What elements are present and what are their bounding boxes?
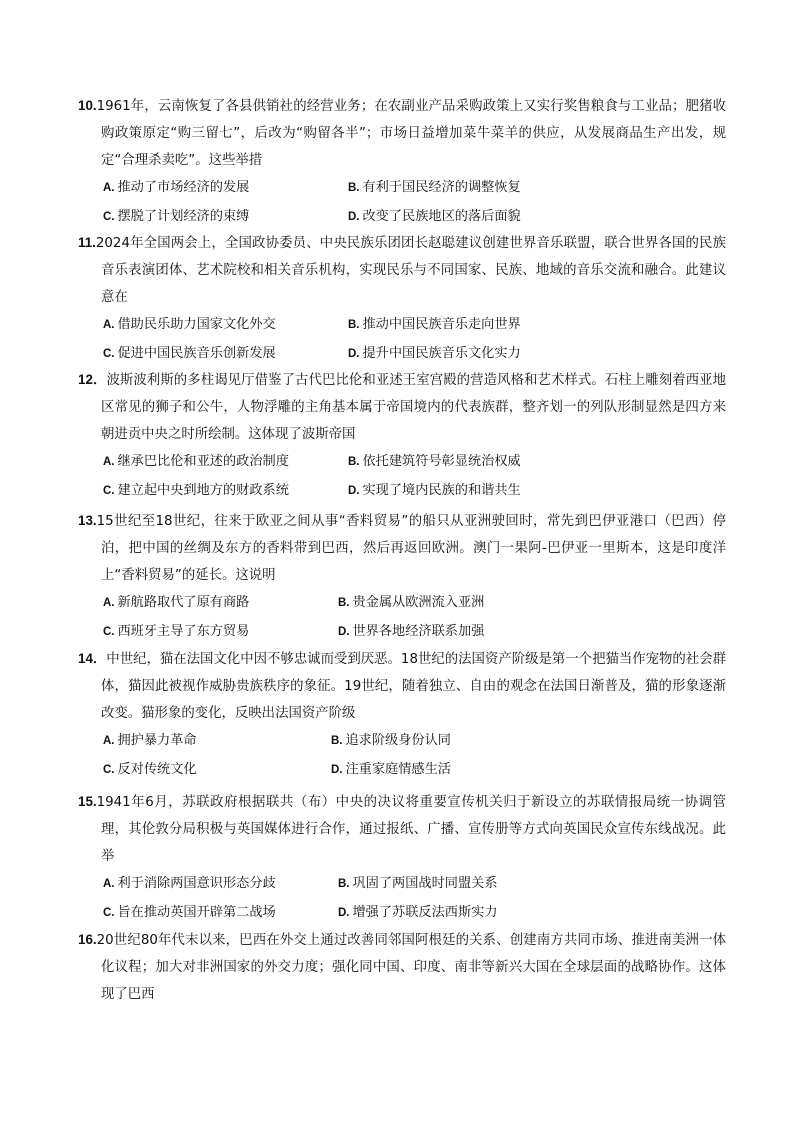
option-text: 巩固了两国战时同盟关系 — [352, 876, 498, 891]
option-letter: D. — [348, 484, 360, 497]
option-letter: C. — [103, 625, 115, 638]
option-d[interactable] — [338, 618, 484, 647]
option-a[interactable] — [103, 448, 348, 477]
option-c[interactable] — [103, 756, 331, 785]
option-text: 推动中国民族音乐走向世界 — [362, 317, 521, 332]
option-text: 旨在推动英国开辟第二战场 — [117, 904, 276, 920]
option-text: 增强了苏联反法西斯实力 — [352, 904, 498, 920]
option-text: 拥护暴力革命 — [117, 733, 197, 748]
option-b[interactable] — [348, 174, 521, 203]
option-letter: A. — [103, 597, 115, 609]
option-letter: B. — [348, 456, 360, 468]
options — [78, 448, 726, 505]
option-c[interactable] — [103, 477, 348, 506]
option-letter: B. — [348, 319, 360, 331]
option-b[interactable] — [338, 589, 484, 618]
question-14 — [78, 645, 726, 784]
options — [78, 174, 726, 231]
question-number: 14． — [78, 651, 107, 666]
option-c[interactable] — [103, 340, 348, 369]
question-stem — [78, 92, 726, 174]
option-b[interactable] — [338, 870, 498, 899]
question-text: 15世纪至18世纪，往来于欧亚之间从事“香料贸易”的船只从亚洲驶回时，常先到巴伊亚港口（巴西）停泊，把中国的丝绸及东方的香料带到巴西，然后再返回欧洲。澳门一果阿-巴伊亚一里斯本，这是印度洋上“香料贸易”的延长。这说明 — [96, 514, 726, 583]
question-text: 1961年，云南恢复了各县供销社的经营业务；在农副业产品采购政策上又实行奖售粮食与工业品；肥猪收购政策原定“购三留七”，后改为“购留各半”；市场日益增加菜牛菜羊的供应，从发展商品生产出发，规定“合理杀卖吃”。这些举措 — [96, 99, 726, 168]
option-text: 有利于国民经济的调整恢复 — [362, 180, 521, 195]
question-stem — [78, 366, 726, 448]
option-text: 贵金属从欧洲流入亚洲 — [352, 595, 485, 610]
option-letter: B. — [331, 735, 343, 747]
option-text: 注重家庭情感生活 — [345, 761, 451, 777]
option-letter: B. — [338, 597, 350, 609]
option-b[interactable] — [348, 448, 521, 477]
options — [78, 311, 726, 368]
question-stem — [78, 507, 726, 589]
question-13 — [78, 507, 726, 646]
option-a[interactable] — [103, 311, 348, 340]
option-c[interactable] — [103, 899, 338, 928]
option-letter: B. — [338, 878, 350, 890]
question-text: 20世纪80年代末以来，巴西在外交上通过改善同邻国阿根廷的关系、创建南方共同市场、推进南美洲一体化议程；加大对非洲国家的外交力度；强化同中国、印度、南非等新兴大国在全球层面的战略协作。这体现了巴西 — [96, 933, 726, 1002]
option-letter: D. — [338, 906, 350, 919]
option-text: 建立起中央到地方的财政系统 — [117, 482, 289, 498]
option-a[interactable] — [103, 870, 338, 899]
option-d[interactable] — [331, 756, 451, 785]
options — [78, 727, 726, 784]
question-number: 10. — [78, 98, 97, 113]
option-b[interactable] — [348, 311, 521, 340]
question-12 — [78, 366, 726, 505]
question-number: 11. — [78, 235, 96, 250]
question-number: 13. — [78, 513, 97, 528]
option-text: 借助民乐助力国家文化外交 — [117, 317, 276, 332]
option-letter: C. — [103, 763, 115, 776]
question-number: 16. — [78, 932, 97, 947]
question-text: 中世纪，猫在法国文化中因不够忠诚而受到厌恶。18世纪的法国资产阶级是第一个把猫当作宠物的社会群体，猫因此被视作威胁贵族秩序的象征。19世纪，随着独立、自由的观念在法国日渐普及，猫的形象逐渐改变。猫形象的变化，反映出法国资产阶级 — [101, 652, 726, 721]
option-letter: D. — [331, 763, 343, 776]
option-text: 追求阶级身份认同 — [345, 733, 451, 748]
option-text: 推动了市场经济的发展 — [117, 180, 250, 195]
question-stem — [78, 645, 726, 727]
option-a[interactable] — [103, 727, 331, 756]
question-text: 1941年6月，苏联政府根据联共（布）中央的决议将重要宣传机关归于新设立的苏联情报局统一协调管理，其伦敦分局积极与英国媒体进行合作，通过报纸、广播、宣传册等方式向英国民众宣传东线战况。此举 — [96, 795, 726, 864]
option-text: 继承巴比伦和亚述的政治制度 — [117, 454, 289, 469]
option-text: 西班牙主导了东方贸易 — [117, 623, 250, 639]
option-text: 改变了民族地区的落后面貌 — [362, 208, 521, 224]
option-letter: A. — [103, 878, 115, 890]
option-text: 促进中国民族音乐创新发展 — [117, 345, 276, 361]
option-letter: A. — [103, 456, 115, 468]
option-text: 利于消除两国意识形态分歧 — [117, 876, 276, 891]
question-text: 波斯波利斯的多柱谒见厅借鉴了古代巴比伦和亚述王室宫殿的营造风格和艺术样式。石柱上雕刻着西亚地区常见的狮子和公牛，人物浮雕的主角基本属于帝国境内的代表族群，整齐划一的列队形制显然是四方来朝进贡中央之时所绘制。这体现了波斯帝国 — [101, 373, 726, 442]
options — [78, 870, 726, 927]
question-number: 15. — [78, 794, 97, 809]
option-letter: A. — [103, 182, 115, 194]
option-letter: C. — [103, 906, 115, 919]
option-d[interactable] — [348, 477, 521, 506]
question-number: 12． — [78, 372, 107, 387]
option-text: 摆脱了计划经济的束缚 — [117, 208, 250, 224]
option-letter: C. — [103, 347, 115, 360]
option-text: 新航路取代了原有商路 — [117, 595, 250, 610]
question-11 — [78, 229, 726, 368]
options — [78, 589, 726, 646]
option-letter: D. — [348, 210, 360, 223]
option-letter: C. — [103, 484, 115, 497]
option-letter: C. — [103, 210, 115, 223]
option-text: 提升中国民族音乐文化实力 — [362, 345, 521, 361]
option-text: 实现了境内民族的和谐共生 — [362, 482, 521, 498]
option-letter: A. — [103, 735, 115, 747]
option-letter: D. — [348, 347, 360, 360]
question-text: 2024年全国两会上，全国政协委员、中央民族乐团团长赵聪建议创建世界音乐联盟，联合世界各国的民族音乐表演团体、艺术院校和相关音乐机构，实现民乐与不同国家、民族、地域的音乐交流和融合。此建议意在 — [95, 236, 726, 305]
option-letter: B. — [348, 182, 360, 194]
option-d[interactable] — [338, 899, 498, 928]
question-10 — [78, 92, 726, 231]
option-a[interactable] — [103, 174, 348, 203]
option-letter: D. — [338, 625, 350, 638]
question-15 — [78, 788, 726, 927]
option-letter: A. — [103, 319, 115, 331]
question-16 — [78, 926, 726, 1008]
question-stem — [78, 926, 726, 1008]
option-b[interactable] — [331, 727, 451, 756]
option-a[interactable] — [103, 589, 338, 618]
option-text: 反对传统文化 — [117, 761, 197, 777]
option-d[interactable] — [348, 203, 521, 232]
option-c[interactable] — [103, 618, 338, 647]
option-text: 世界各地经济联系加强 — [352, 623, 485, 639]
option-text: 依托建筑符号彰显统治权威 — [362, 454, 521, 469]
option-d[interactable] — [348, 340, 521, 369]
question-stem — [78, 229, 726, 311]
option-c[interactable] — [103, 203, 348, 232]
question-stem — [78, 788, 726, 870]
